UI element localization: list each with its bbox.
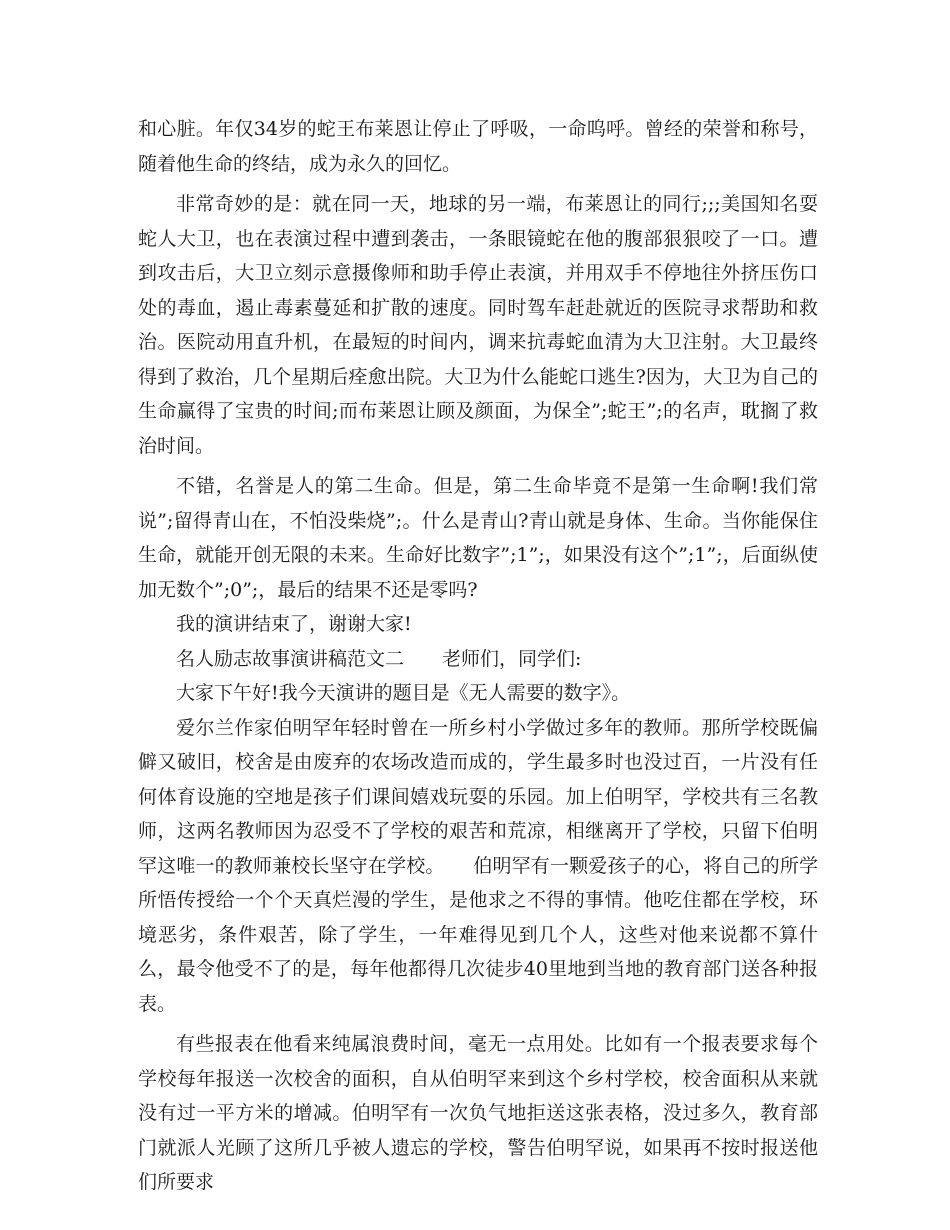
paragraph-2: 非常奇妙的是：就在同一天，地球的另一端，布莱恩让的同行;;;美国知名耍蛇人大卫，也在表演过程中遭到袭击，一条眼镜蛇在他的腹部狠狠咬了一口。遭到攻击后，大卫立刻示意摄像师和助手停止表演，并用双手不停地往外挤压伤口处的毒血，遏止毒素蔓延和扩散的速度。同时驾车赶赴就近的医院寻求帮助和救治。医院动用直升机，在最短的时间内，调来抗毒蛇血清为大卫注射。大卫最终得到了救治，几个星期后痊愈出院。大卫为什么能蛇口逃生?因为，大卫为自己的生命赢得了宝贵的时间;而布莱恩让顾及颜面，为保全”;蛇王”;的名声，耽搁了救治时间。 <box>138 193 818 457</box>
paragraph-4: 我的演讲结束了，谢谢大家! <box>176 613 412 635</box>
paragraph-3: 不错，名誉是人的第二生命。但是，第二生命毕竟不是第一生命啊!我们常说”;留得青山在，不怕没柴烧”;。什么是青山?青山就是身体、生命。当你能保住生命，就能开创无限的未来。生命好比数字”;1”;，如果没有这个”;1”;，后面纵使加无数个”;0”;，最后的结果不还是零吗? <box>138 475 818 601</box>
document-body <box>138 112 818 1200</box>
paragraph-8: 有些报表在他看来纯属浪费时间，毫无一点用处。比如有一个报表要求每个学校每年报送一次校舍的面积，自从伯明罕来到这个乡村学校，校舍面积从来就没有过一平方米的增减。伯明罕有一次负气地拒送这张表格，没过多久，教育部门就派人光顾了这所几乎被人遗忘的学校，警告伯明罕说，如果再不按时报送他们所要求 <box>138 1033 818 1193</box>
paragraph-7: 爱尔兰作家伯明罕年轻时曾在一所乡村小学做过多年的教师。那所学校既偏僻又破旧，校舍是由废弃的农场改造而成的，学生最多时也没过百，一片没有任何体育设施的空地是孩子们课间嬉戏玩耍的乐园。加上伯明罕，学校共有三名教师，这两名教师因为忍受不了学校的艰苦和荒凉，相继离开了学校，只留下伯明罕这唯一的教师兼校长坚守在学校。 伯明罕有一颗爱孩子的心，将自己的所学所悟传授给一个个天真烂漫的学生，是他求之不得的事情。他吃住都在学校，环境恶劣，条件艰苦，除了学生，一年难得见到几个人，这些对他来说都不算什么，最令他受不了的是，每年他都得几次徒步40里地到当地的教育部门送各种报表。 <box>138 716 818 1015</box>
paragraph-6: 大家下午好!我今天演讲的题目是《无人需要的数字》。 <box>176 682 631 704</box>
paragraph-5: 名人励志故事演讲稿范文二 老师们，同学们: <box>176 647 582 670</box>
paragraph-1: 和心脏。年仅34岁的蛇王布莱恩让停止了呼吸，一命呜呼。曾经的荣誉和称号，随着他生命的终结，成为永久的回忆。 <box>138 118 818 175</box>
